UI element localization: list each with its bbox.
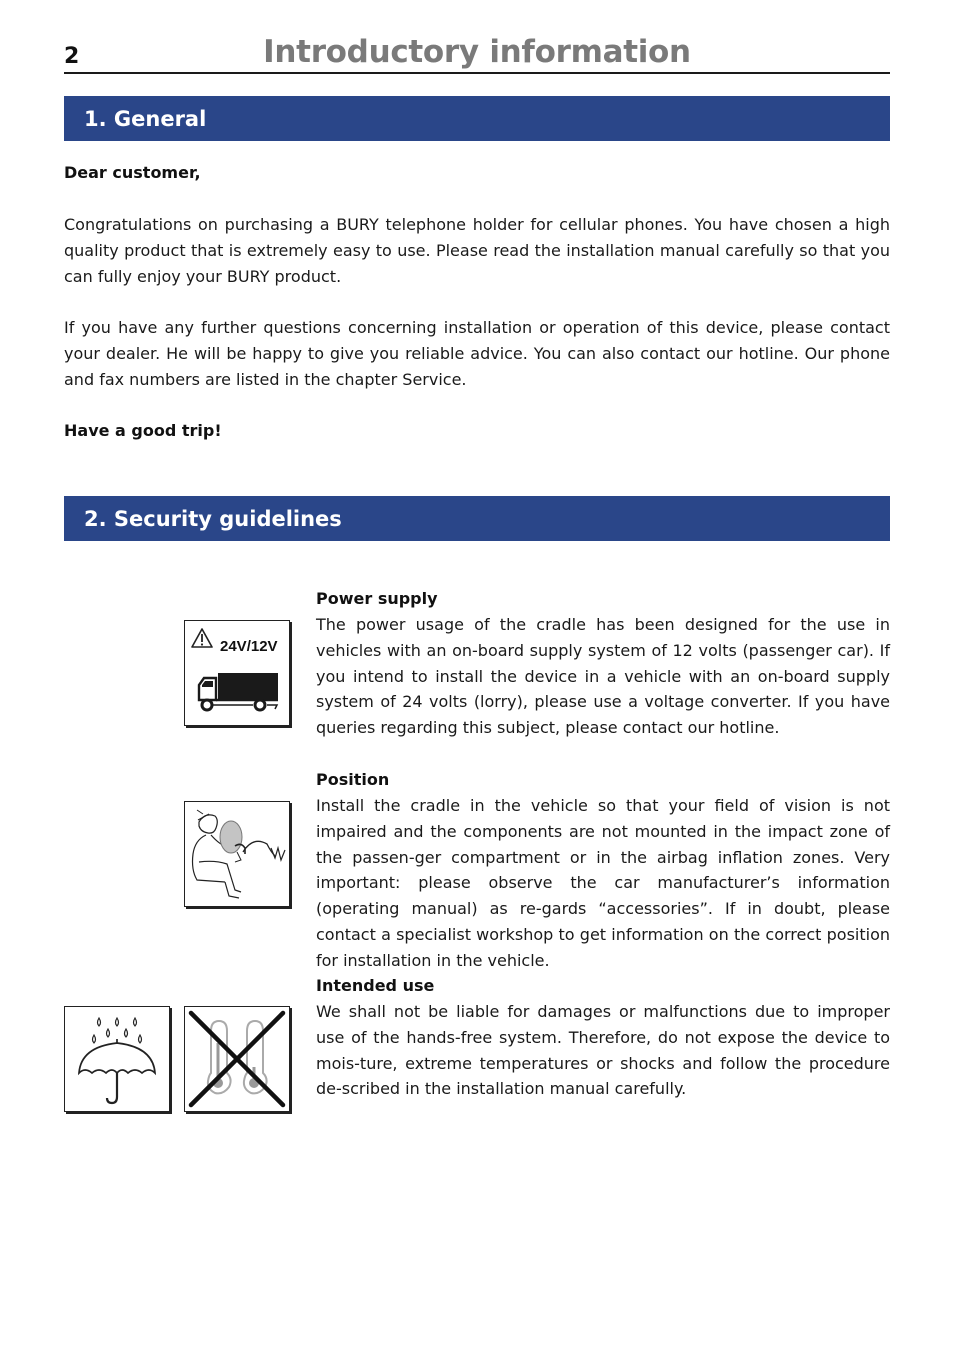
no-extreme-temperature-icon bbox=[185, 1007, 289, 1111]
guideline-heading: Power supply bbox=[316, 589, 438, 608]
icon-box-temperature bbox=[184, 1006, 290, 1112]
guideline-intended-use bbox=[316, 973, 890, 1102]
guideline-text: The power usage of the cradle has been designed for the use in vehicles with an on-board supply system of 12 volts (passenger car). If you intend to install the device in a vehicle with an on-board supply system of 24 volts (lorry), please use a voltage converter. If you have queries regarding this subject, please contact our hotline. bbox=[316, 615, 890, 738]
guideline-text: We shall not be liable for damages or malfunctions due to improper use of the hands-free system. Therefore, do not expose the device to mois-ture, extreme temperatures or shocks and follow the procedure de-scribed in the installation manual carefully. bbox=[316, 1002, 890, 1099]
airbag-driver-icon bbox=[185, 802, 289, 906]
icon-box-position bbox=[184, 801, 290, 907]
page-title: Introductory information bbox=[263, 34, 691, 70]
paragraph-contact: If you have any further questions concerning installation or operation of this device, please contact your dealer. He will be happy to give you reliable advice. You can also contact our hotline. Our phone and fax numbers are listed in the chapter Service. bbox=[64, 318, 890, 389]
icon-box-umbrella bbox=[64, 1006, 170, 1112]
voltage-label: 24V/12V bbox=[220, 638, 278, 655]
title-rule bbox=[64, 72, 890, 74]
truck-voltage-warning-icon bbox=[185, 621, 289, 725]
salutation: Dear customer, bbox=[64, 163, 201, 182]
section-security-heading: 2. Security guidelines bbox=[64, 496, 890, 541]
guideline-text: Install the cradle in the vehicle so that your field of vision is not impaired and the components are not mounted in the impact zone of the passen-ger compartment or in the airbag inflation zones. Very important: please observe the car manufacturer’s information (operating manual) as re-gards “accessories”. If in doubt, please contact a specialist workshop to get information on the correct position for installation in the vehicle. bbox=[316, 796, 890, 970]
closing-line: Have a good trip! bbox=[64, 421, 222, 440]
guideline-heading: Position bbox=[316, 770, 390, 789]
page-number: 2 bbox=[64, 44, 80, 69]
guideline-heading: Intended use bbox=[316, 976, 435, 995]
guideline-position bbox=[316, 767, 890, 974]
section-general-heading: 1. General bbox=[64, 96, 890, 141]
paragraph-intro: Congratulations on purchasing a BURY telephone holder for cellular phones. You have chosen a high quality product that is extremely easy to use. Please read the installation manual carefully so that you can fully enjoy your BURY product. bbox=[64, 215, 890, 286]
icon-box-power bbox=[184, 620, 290, 726]
guideline-power-supply bbox=[316, 586, 890, 741]
umbrella-rain-icon bbox=[65, 1007, 169, 1111]
